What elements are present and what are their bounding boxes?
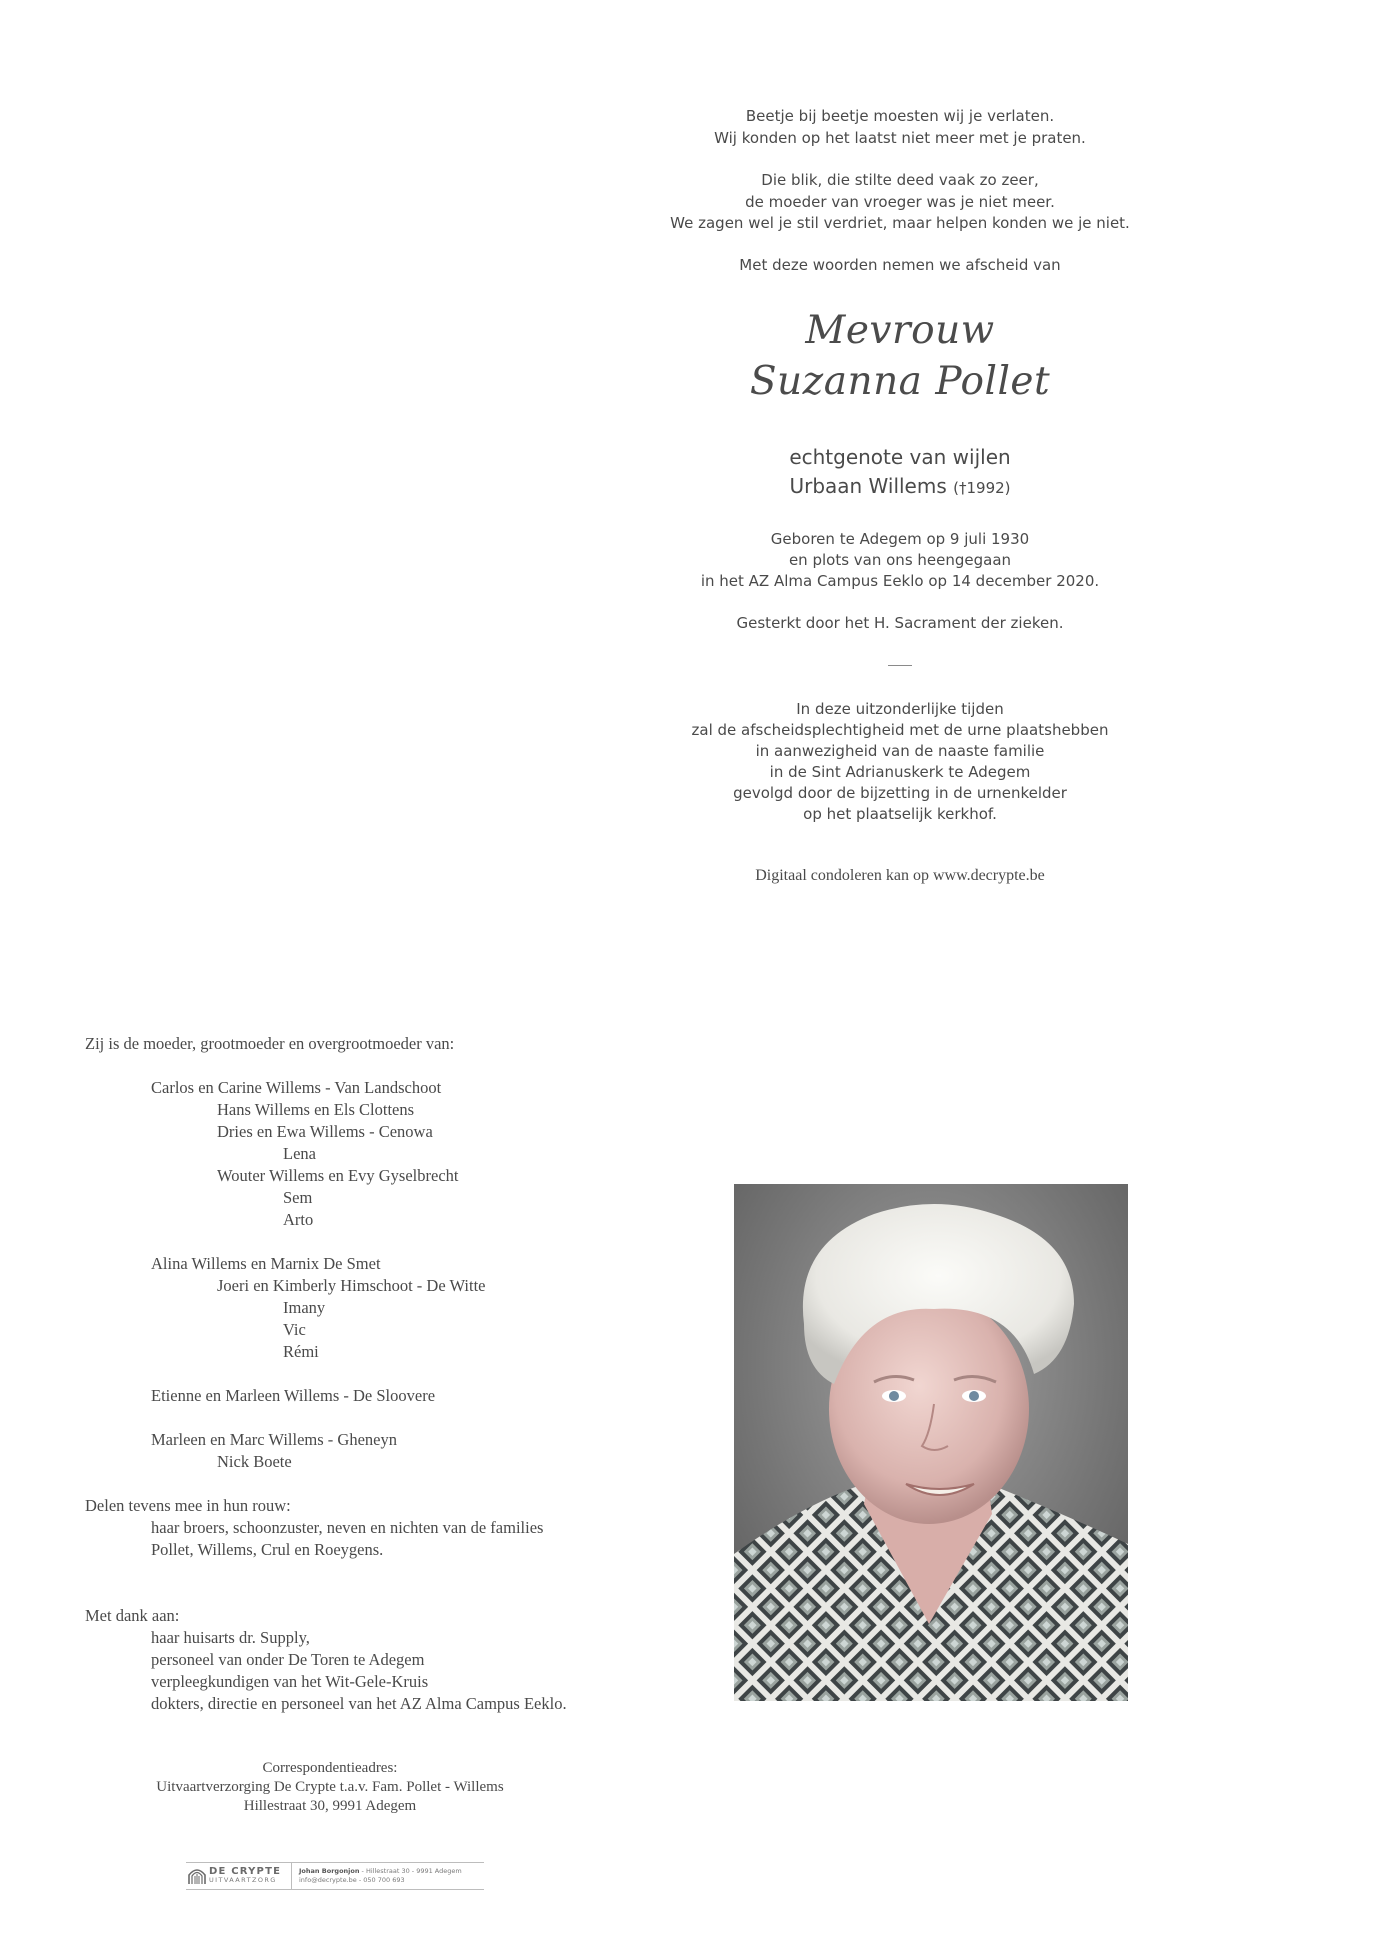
poem-line: We zagen wel je stil verdriet, maar helpen konden we je niet.: [670, 214, 1130, 232]
ceremony-line: op het plaatselijk kerkhof.: [803, 804, 997, 823]
family-member-line: Imany: [283, 1298, 326, 1317]
family-member-line: Wouter Willems en Evy Gyselbrecht: [217, 1166, 459, 1185]
family-member-line: Arto: [283, 1210, 314, 1229]
family-member-line: Dries en Ewa Willems - Cenowa: [217, 1122, 433, 1141]
spouse-block: [620, 443, 1180, 503]
ceremony-info: [620, 699, 1180, 825]
ceremony-line: in aanwezigheid van de naaste familie: [755, 741, 1045, 760]
portrait-image: [734, 1184, 1128, 1701]
thanks-line: haar huisarts dr. Supply,: [151, 1628, 310, 1647]
contact-email-phone[interactable]: info@decrypte.be - 050 700 693: [299, 1876, 405, 1884]
contact-address: - Hillestraat 30 - 9991 Adegem: [359, 1867, 462, 1875]
family-member-line: Hans Willems en Els Clottens: [217, 1100, 415, 1119]
section-divider: [888, 665, 912, 666]
life-line: in het AZ Alma Campus Eeklo op 14 december 2020.: [700, 571, 1100, 590]
funeral-home-contact: [292, 1867, 462, 1885]
family-member-line: Nick Boete: [217, 1452, 292, 1471]
poem-line: Die blik, die stilte deed vaak zo zeer,: [761, 171, 1039, 189]
family-list: [85, 1077, 645, 1495]
poem: [620, 106, 1180, 276]
mourning-line: Pollet, Willems, Crul en Roeygens.: [151, 1540, 384, 1559]
correspondence-line: Uitvaartverzorging De Crypte t.a.v. Fam. Pollet - Willems: [156, 1779, 504, 1795]
crypt-arch-icon: [188, 1867, 206, 1885]
thanks-intro: Met dank aan:: [85, 1606, 180, 1625]
funeral-home-footer: [186, 1862, 484, 1890]
deceased-name: Suzanna Pollet: [749, 358, 1051, 404]
correspondence-label: Correspondentieadres:: [262, 1760, 398, 1776]
sacrament-line: Gesterkt door het H. Sacrament der zieken.: [736, 613, 1064, 632]
contact-name: Johan Borgonjon: [299, 1867, 360, 1875]
poem-line: de moeder van vroeger was je niet meer.: [745, 192, 1055, 211]
spouse-line: [620, 472, 1180, 503]
portrait-photo: [734, 1184, 1128, 1701]
obituary-header: [620, 106, 1180, 886]
ceremony-line: in de Sint Adrianuskerk te Adegem: [769, 762, 1031, 781]
family-section: [85, 1033, 645, 1715]
life-line: en plots van ons heengegaan: [788, 550, 1012, 569]
family-intro: Zij is de moeder, grootmoeder en overgrootmoeder van:: [85, 1034, 455, 1053]
family-member-line: Joeri en Kimberly Himschoot - De Witte: [217, 1276, 486, 1295]
poem-stanza-2: [620, 170, 1180, 235]
brand-name: DE CRYPTE: [209, 1866, 282, 1877]
ceremony-line: gevolgd door de bijzetting in de urnenkelder: [733, 783, 1067, 802]
mourning-intro: Delen tevens mee in hun rouw:: [85, 1496, 291, 1515]
mourning-line: haar broers, schoonzuster, neven en nichten van de families: [151, 1518, 544, 1537]
poem-stanza-1: [620, 106, 1180, 149]
correspondence-address: [130, 1759, 530, 1816]
family-member-line: Sem: [283, 1188, 313, 1207]
family-member-line: Etienne en Marleen Willems - De Sloovere: [151, 1386, 436, 1405]
poem-line: Wij konden op het laatst niet meer met je praten.: [714, 128, 1086, 147]
spouse-name: Urbaan Willems: [789, 473, 947, 498]
spouse-death-year: (†1992): [953, 478, 1011, 497]
ceremony-line: In deze uitzonderlijke tijden: [796, 699, 1004, 718]
ceremony-line: zal de afscheidsplechtigheid met de urne plaatshebben: [691, 720, 1109, 739]
funeral-home-logo: [186, 1863, 292, 1889]
correspondence-line: Hillestraat 30, 9991 Adegem: [243, 1798, 417, 1814]
brand-subtitle: UITVAARTZORG: [209, 1876, 277, 1884]
deceased-title: Mevrouw: [805, 307, 995, 353]
life-line: Geboren te Adegem op 9 juli 1930: [770, 529, 1030, 548]
deceased-name-block: [620, 305, 1180, 407]
family-member-line: Carlos en Carine Willems - Van Landschoot: [151, 1078, 442, 1097]
farewell-line: Met deze woorden nemen we afscheid van: [739, 255, 1061, 274]
family-member-line: Lena: [283, 1144, 316, 1163]
family-member-line: Alina Willems en Marnix De Smet: [151, 1254, 381, 1273]
family-member-line: Vic: [283, 1320, 306, 1339]
thanks-line: dokters, directie en personeel van het AZ Alma Campus Eeklo.: [151, 1694, 567, 1713]
life-dates: [620, 529, 1180, 592]
spouse-label: echtgenote van wijlen: [789, 444, 1011, 469]
thanks-line: personeel van onder De Toren te Adegem: [151, 1650, 425, 1669]
family-member-line: Marleen en Marc Willems - Gheneyn: [151, 1430, 397, 1449]
condolence-link[interactable]: Digitaal condoleren kan op www.decrypte.be: [755, 866, 1045, 884]
family-member-line: Rémi: [283, 1342, 319, 1361]
poem-line: Beetje bij beetje moesten wij je verlaten.: [745, 107, 1055, 125]
thanks-line: verpleegkundigen van het Wit-Gele-Kruis: [151, 1672, 429, 1691]
